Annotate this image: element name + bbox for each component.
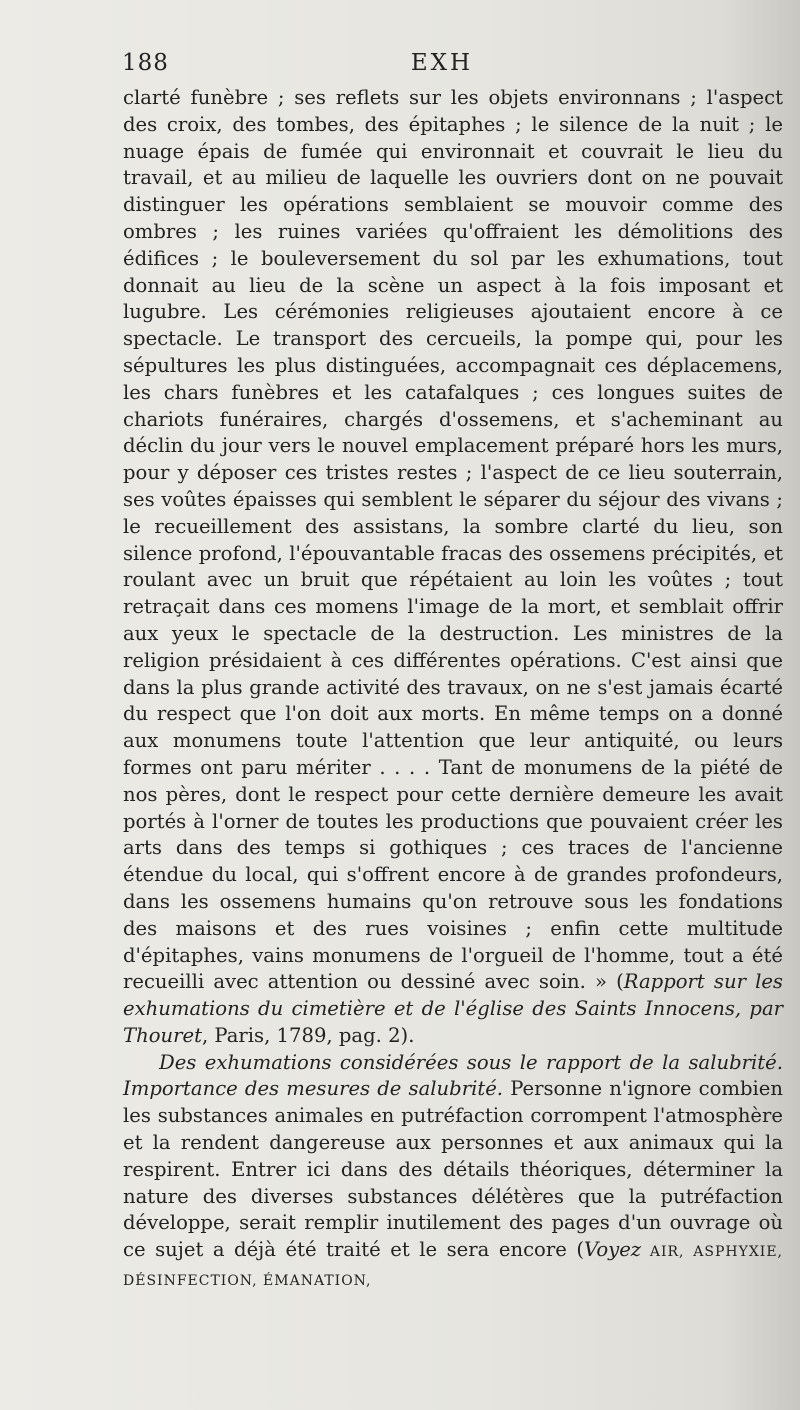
citation-tail: , Paris, 1789, pag. 2). <box>201 1023 415 1047</box>
body-text <box>123 85 783 1295</box>
paragraph-2 <box>123 1050 783 1295</box>
paragraph-1-text: clarté funèbre ; ses reflets sur les objets environnans ; l'aspect des croix, des tombes, des épitaphes ; le silence de la nuit ; le nuage épais de fumée qui environnait et couvrait le lieu du travail, et au milieu de laquelle les ouvriers dont on ne pouvait distinguer les opérations semblaient se mouvoir comme des ombres ; les ruines variées qu'offraient les démolitions des édifices ; le bouleversement du sol par les exhumations, tout donnait au lieu de la scène un aspect à la fois imposant et lugubre. Les cérémonies religieuses ajoutaient encore à ce spectacle. Le transport des cercueils, la pompe qui, pour les sépultures les plus distinguées, accompagnait ces déplacemens, les chars funèbres et les catafalques ; ces longues suites de chariots funéraires, chargés d'ossemens, et s'acheminant au déclin du jour vers le nouvel emplacement préparé hors les murs, pour y déposer ces tristes restes ; l'aspect de ce lieu souterrain, ses voûtes épaisses qui semblent le séparer du séjour des vivans ; le recueillement des assistans, la sombre clarté du lieu, son silence profond, l'épouvantable fracas des ossemens précipités, et roulant avec un bruit que répétaient au loin les voûtes ; tout retraçait dans ces momens l'image de la mort, et semblait offrir aux yeux le spectacle de la destruction. Les ministres de la religion présidaient à ces différentes opérations. C'est ainsi que dans la plus grande activité des travaux, on ne s'est jamais écarté du respect que l'on doit aux morts. En même temps on a donné aux monumens toute l'attention que leur antiquité, ou leurs formes ont paru mériter . . . . Tant de monumens de la piété de nos pères, dont le respect pour cette dernière demeure les avait portés à l'orner de toutes les productions que pouvaient créer les arts dans des temps si gothiques ; ces traces de l'ancienne étendue du local, qui s'offrent encore à de grandes profondeurs, dans les ossemens humains qu'on retrouve sous les fondations des maisons et des rues voisines ; enfin cette multitude d'épitaphes, vains monumens de l'orgueil de l'homme, tout a été recueilli avec attention ou dessiné avec soin. » ( <box>123 86 783 994</box>
running-head: EXH <box>410 50 474 76</box>
paragraph-1 <box>123 85 783 1050</box>
paragraph-2-text: Personne n'ignore combien les substances animales en putréfaction corrompent l'atmosphère et la rendent dangereuse aux personnes et aux animaux qui la respirent. Entrer ici dans des détails théoriques, déterminer la nature des diverses substances délétères que la putréfaction développe, serait remplir inutilement des pages d'un ouvrage où ce sujet a déjà été traité et le sera encore ( <box>123 1077 783 1262</box>
page-number: 188 <box>122 50 169 76</box>
see-label: Voyez <box>583 1238 642 1262</box>
see-references: AIR, ASPHYXIE, DÉSINFECTION, ÉMANATION, <box>123 1244 783 1290</box>
section-heading: Des exhumations considérées sous le rapport de la salubrité. Importance des mesures de salubrité. <box>123 1050 783 1101</box>
page-header <box>122 50 762 80</box>
citation-title: Rapport sur les exhumations du cimetière et de l'église des Saints Innocens, par Thouret <box>123 970 783 1047</box>
